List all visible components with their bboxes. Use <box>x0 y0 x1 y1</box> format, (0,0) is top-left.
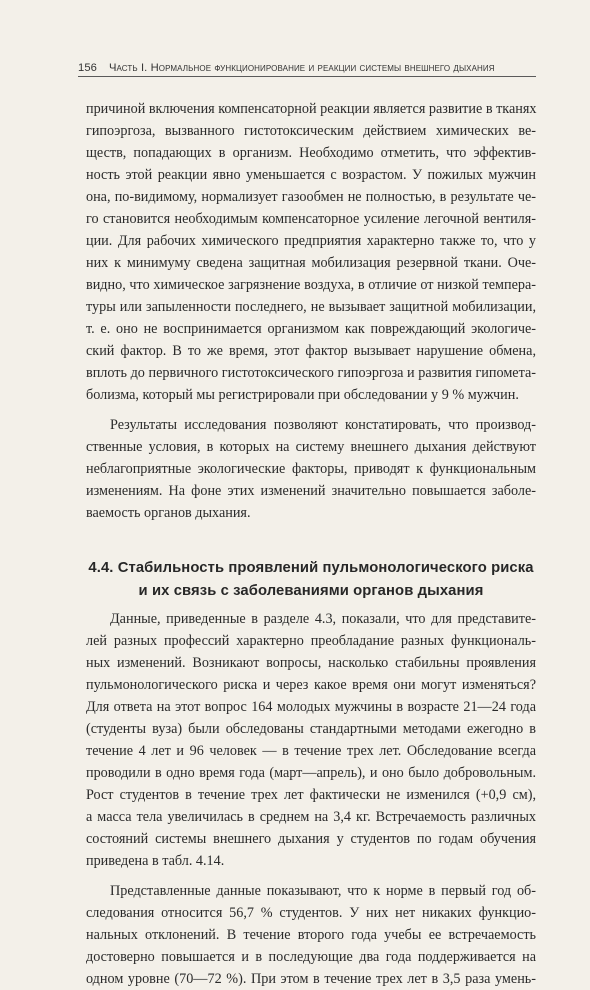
text-line: следования относится 56,7 % студентов. У них нет никаких функцио- <box>86 905 536 921</box>
text-line: а масса тела увеличилась в среднем на 3,4 кг. Встречаемость различных <box>86 809 536 825</box>
paragraph <box>86 414 536 524</box>
text-line: Результаты исследования позволяют констатировать, что производ- <box>110 417 536 433</box>
text-line: лей разных профессий характерно преобладание разных функциональ- <box>86 633 536 649</box>
text-line: причиной включения компенсаторной реакции является развитие в тканях <box>86 101 537 117</box>
paragraph-gap <box>86 872 536 880</box>
text-line: ных изменений. Возникают вопросы, насколько стабильны проявления <box>86 655 536 671</box>
text-line: проводили в одно время года (март—апрель), и оно было добровольным. <box>86 765 536 781</box>
text-line: изменениям. На фоне этих изменений значительно повышается заболе- <box>86 483 536 499</box>
text-line: (студенты вуза) были обследованы стандартными методами ежегодно в <box>86 721 536 737</box>
text-line: пульмонологического риска и через какое время они могут изменяться? <box>86 677 536 693</box>
heading-line: 4.4. Стабильность проявлений пульмонологического риска <box>88 560 534 576</box>
text-line: ственные условия, в которых на систему внешнего дыхания действуют <box>86 439 536 455</box>
text-line: болизма, который мы регистрировали при обследовании у 9 % мужчин. <box>86 387 519 403</box>
text-line: достоверно повышается и в последующие два года поддерживается на <box>86 949 536 965</box>
text-line: нальных отклонений. В течение второго года учебы ее встречаемость <box>86 927 536 943</box>
text-line: одном уровне (70—72 %). При этом в течение трех лет в 3,5 раза умень- <box>86 971 536 987</box>
text-line: го становится необходимым компенсаторное усиление легочной вентиля- <box>86 211 536 227</box>
text-line: Представленные данные показывают, что к норме в первый год об- <box>110 883 536 899</box>
text-line: неблагоприятные экологические факторы, приводят к функциональным <box>86 461 536 477</box>
text-line: ществ, попадающих в организм. Необходимо отметить, что эффектив- <box>86 145 536 161</box>
text-line: Для ответа на этот вопрос 164 молодых мужчины в возрасте 21—24 года <box>86 699 536 715</box>
running-header <box>78 54 536 77</box>
text-line: ский фактор. В то же время, этот фактор вызывает нарушение обмена, <box>86 343 536 359</box>
text-line: Рост студентов в течение трех лет фактически не изменился (+0,9 см), <box>86 787 536 803</box>
text-line: видно, что химическое загрязнение воздуха, в отличие от низкой темпера- <box>86 277 536 293</box>
text-line: Данные, приведенные в разделе 4.3, показали, что для представите- <box>110 611 536 627</box>
text-line: гипоэргоза, вызванного гистотоксическим действием химических ве- <box>86 123 536 139</box>
text-line: вплоть до первичного гистотоксического гипоэргоза и развития гипомета- <box>86 365 536 381</box>
text-line: она, по-видимому, нормализует газообмен не полностью, в результате че- <box>86 189 536 205</box>
paragraph-gap <box>86 406 536 414</box>
running-title: Часть I. Нормальное функционирование и реакции системы внешнего дыхания <box>108 62 495 74</box>
text-line: ваемость органов дыхания. <box>86 505 251 521</box>
text-line: течение 4 лет и 96 человек — в течение трех лет. Обследование всегда <box>86 743 536 759</box>
text-line: ность этой реакции явно уменьшается с возрастом. У пожилых мужчин <box>86 167 536 183</box>
paragraph <box>86 98 536 406</box>
text-line: приведена в табл. 4.14. <box>86 853 225 869</box>
body-text <box>86 98 536 990</box>
heading-line: и их связь с заболеваниями органов дыхания <box>138 583 484 599</box>
paragraph <box>86 880 536 990</box>
text-line: ции. Для рабочих химического предприятия характерно также то, что у <box>86 233 536 249</box>
paragraph <box>86 608 536 872</box>
text-line: т. е. оно не воспринимается организмом как повреждающий экологиче- <box>86 321 536 337</box>
text-line: туры или запыленности последнего, не вызывает защитной мобилизации, <box>86 299 536 315</box>
section-heading <box>86 557 536 603</box>
text-line: них к минимуму сведена защитная мобилизация резервной ткани. Оче- <box>86 255 536 271</box>
text-line: состояний системы внешнего дыхания у студентов по годам обучения <box>86 831 536 847</box>
page-number: 156 <box>78 62 97 74</box>
